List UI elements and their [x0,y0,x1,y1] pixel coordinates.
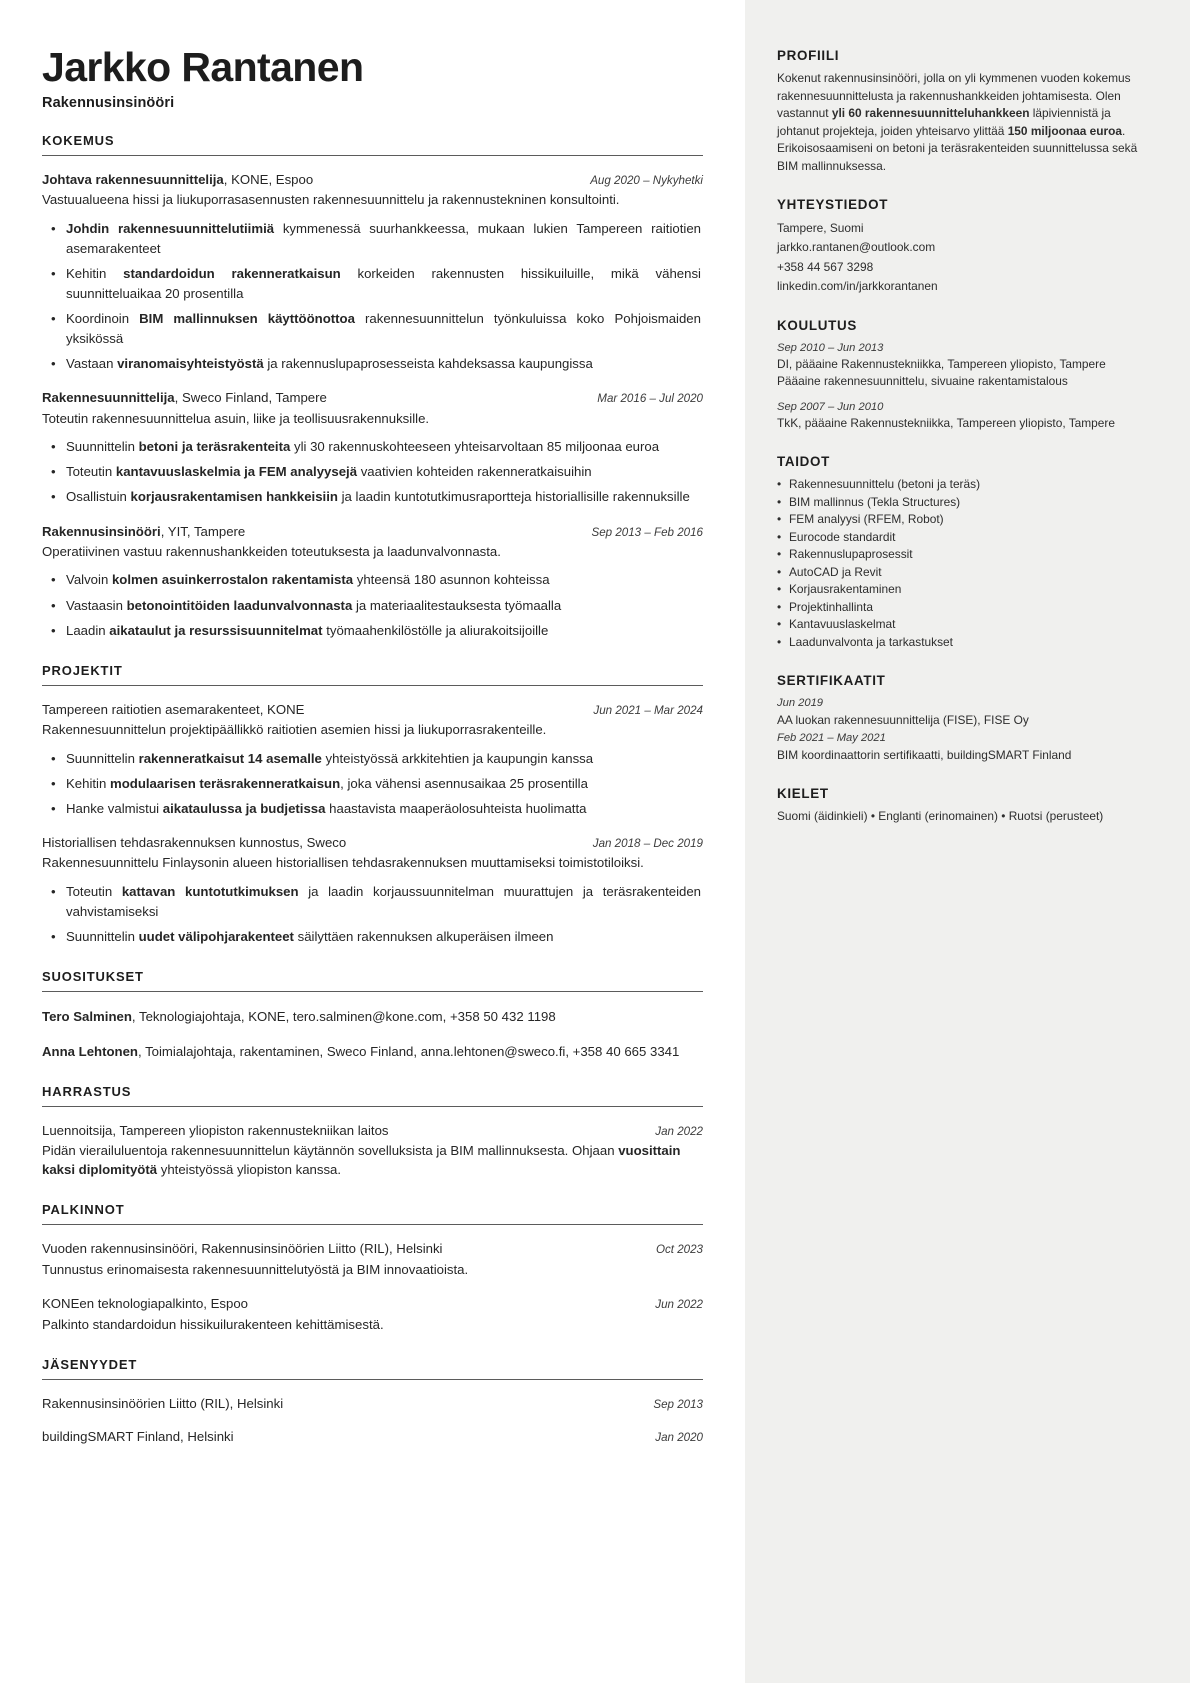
contact-linkedin[interactable]: linkedin.com/in/jarkkorantanen [777,278,938,293]
membership-entry [42,1394,703,1413]
skill-item: • Projektinhallinta [777,599,1152,617]
certificate-items [777,695,1152,763]
award-entry-desc: Palkinto standardoidun hissikuilurakenteen kehittämisestä. [42,1317,384,1333]
contact-email[interactable]: jarkko.rantanen@outlook.com [777,240,936,255]
experience-entry-role: Rakennesuunnittelija, Sweco Finland, Tampere [42,390,327,406]
section-title-hobby: HARRASTUS [42,1084,703,1107]
education-item [777,399,1152,432]
section-title-projects: PROJEKTIT [42,663,703,686]
experience-bullet: • Toteutin kantavuuslaskelmia ja FEM analyysejä vaativien kohteiden rakenneratkaisuihin [42,462,703,482]
award-entry [42,1294,703,1335]
section-projects [42,663,703,947]
experience-bullet: • Vastaasin betonointitöiden laadunvalvonnasta ja materiaalitestauksesta työmaalla [42,596,703,616]
section-title-references: SUOSITUKSET [42,969,703,992]
section-experience [42,133,703,641]
award-entry-title: KONEen teknologiapalkinto, Espoo [42,1296,249,1312]
sidebar-section-certificates [777,673,1152,763]
sidebar-title-contact: YHTEYSTIEDOT [777,197,889,212]
membership-entries [42,1394,703,1446]
project-bullet-list [42,749,703,819]
experience-entry [42,522,703,641]
project-entry [42,833,703,947]
project-bullet: • Toteutin kattavan kuntotutkimuksen ja laadin korjaussuunnitelman muurattujen ja teräsrakenteiden vahvistamiseksi [42,882,703,922]
contact-phone[interactable]: +358 44 567 3298 [777,259,874,274]
sidebar-section-education [777,318,1152,432]
skill-item: • AutoCAD ja Revit [777,564,1152,582]
experience-entry-date: Sep 2013 – Feb 2016 [591,525,703,539]
experience-entry-role: Rakennusinsinööri, YIT, Tampere [42,523,246,539]
reference-item: Anna Lehtonen, Toimialajohtaja, rakentaminen, Sweco Finland, anna.lehtonen@sweco.fi, +358 40 665 3341 [42,1043,680,1059]
experience-bullet-list [42,570,703,640]
experience-bullet-list [42,219,703,374]
sidebar-title-profile: PROFIILI [777,48,840,63]
project-bullet: • Hanke valmistui aikataulussa ja budjetissa haastavista maaperäolosuhteista huolimatta [42,799,703,819]
experience-bullet: • Kehitin standardoidun rakenneratkaisun korkeiden rakennusten hissikuiluille, mikä vähensi suunnitteluaikaa 20 prosentilla [42,264,703,304]
profile-text: Kokenut rakennusinsinööri, jolla on yli kymmenen vuoden kokemus rakennesuunnittelusta ja rakennushankkeiden johtamisesta. Olen vastannut yli 60 rakennesuunnitteluhankkeen läpiviennistä ja johtanut projekteja, joiden yhteisarvo ylittää 150 miljoonaa euroa. Erikoisosaamiseni on betoni ja teräsrakenteiden suunnittelussa sekä BIM mallinnuksessa. [777,71,1138,173]
certificate-item [777,730,1152,763]
experience-entry-head [42,388,703,407]
experience-entry-role: Johtava rakennesuunnittelija, KONE, Espoo [42,172,314,188]
experience-bullet: • Osallistuin korjausrakentamisen hankkeisiin ja laadin kuntotutkimusraportteja historiallisille rakennuksille [42,487,703,507]
experience-entry-head [42,170,703,189]
education-date: Sep 2010 – Jun 2013 [777,342,884,355]
experience-entry-summary: Toteutin rakennesuunnittelua asuin, liike ja teollisuusrakennuksille. [42,410,430,426]
education-extra: Pääaine rakennesuunnittelu, sivuaine rakentamistalous [777,374,1068,389]
skill-item: • Rakennesuunnittelu (betoni ja teräs) [777,476,1152,494]
experience-bullet: • Laadin aikataulut ja resurssisuunnitelmat työmaahenkilöstölle ja aliurakoitsijoille [42,621,703,641]
membership-entry-date: Jan 2020 [655,1431,703,1445]
project-entry-role: Historiallisen tehdasrakennuksen kunnostus, Sweco [42,834,347,850]
experience-bullet: • Koordinoin BIM mallinnuksen käyttöönottoa rakennesuunnittelun työnkuluissa koko Pohjoismaiden yksikössä [42,309,703,349]
skill-item: • Korjausrakentaminen [777,581,1152,599]
project-bullet: • Kehitin modulaarisen teräsrakenneratkaisun, joka vähensi asennusaikaa 25 prosentilla [42,774,703,794]
award-entries [42,1239,703,1335]
skill-item: • Eurocode standardit [777,529,1152,547]
award-entry-date: Oct 2023 [655,1243,703,1257]
sidebar-section-contact [777,197,1152,296]
hobby-entry-head [42,1121,703,1140]
certificate-name: BIM koordinaattorin sertifikaatti, buildingSMART Finland [777,747,1072,762]
reference-item: Tero Salminen, Teknologiajohtaja, KONE, tero.salminen@kone.com, +358 50 432 1198 [42,1008,556,1024]
section-awards [42,1202,703,1335]
sidebar-section-profile [777,48,1152,175]
education-item [777,340,1152,390]
award-entry [42,1239,703,1280]
award-entry-title: Vuoden rakennusinsinööri, Rakennusinsinöörien Liitto (RIL), Helsinki [42,1241,443,1257]
experience-entry-head [42,522,703,541]
membership-entry-title: buildingSMART Finland, Helsinki [42,1429,234,1445]
sidebar-title-skills: TAIDOT [777,454,831,470]
hobby-entry-title: Luennoitsija, Tampereen yliopiston rakennustekniikan laitos [42,1122,389,1138]
sidebar-title-languages: KIELET [777,785,829,801]
section-title-memberships: JÄSENYYDET [42,1357,703,1380]
sidebar-section-languages [777,786,1152,826]
skill-list [777,476,1152,651]
experience-bullet: • Johdin rakennesuunnittelutiimiä kymmenessä suurhankkeessa, mukaan lukien Tampereen raitiotien asemarakenteet [42,219,703,259]
section-memberships [42,1357,703,1446]
skill-item: • Rakennuslupaprosessit [777,546,1152,564]
education-degree: DI, pääaine Rakennustekniikka, Tampereen yliopisto, Tampere [777,357,1106,372]
membership-entry [42,1427,703,1446]
experience-bullet: • Valvoin kolmen asuinkerrostalon rakentamista yhteensä 180 asunnon kohteissa [42,570,703,590]
experience-bullet: • Suunnittelin betoni ja teräsrakenteita yli 30 rakennuskohteeseen yhteisarvoltaan 85 miljoonaa euroa [42,437,703,457]
experience-entry [42,388,703,507]
project-entry-date: Jan 2018 – Dec 2019 [592,836,703,850]
experience-entry-date: Aug 2020 – Nykyhetki [590,174,703,188]
sidebar-title-education: KOULUTUS [777,318,857,334]
section-references [42,969,703,1062]
section-hobby [42,1084,703,1181]
certificate-date: Feb 2021 – May 2021 [777,732,886,745]
membership-entry-title: Rakennusinsinöörien Liitto (RIL), Helsinki [42,1396,284,1412]
experience-entry [42,170,703,374]
experience-entry-summary: Operatiivinen vastuu rakennushankkeiden toteutuksesta ja laadunvalvonnasta. [42,543,501,559]
award-entry-date: Jun 2022 [655,1298,703,1312]
sidebar-column [745,0,1190,1683]
candidate-name: Jarkko Rantanen [42,44,364,90]
project-entry-summary: Rakennesuunnittelu Finlaysonin alueen historiallisen tehdasrakennuksen muuttamiseksi toimistotiloiksi. [42,854,644,870]
project-entry-head [42,700,703,719]
award-entry-desc: Tunnustus erinomaisesta rakennesuunnittelutyöstä ja BIM innovaatioista. [42,1262,469,1278]
hobby-entry-date: Jan 2022 [655,1124,703,1138]
skill-item: • BIM mallinnus (Tekla Structures) [777,494,1152,512]
project-bullet-list [42,882,703,947]
project-entries [42,700,703,947]
section-title-experience: KOKEMUS [42,133,703,156]
hobby-entry-desc: Pidän vierailuluentoja rakennesuunnittelun käytännön sovelluksista ja BIM mallinnuksesta. Ohjaan vuosittain kaksi diplomityötä yhteistyössä yliopiston kanssa. [42,1142,681,1178]
sidebar-title-certificates: SERTIFIKAATIT [777,673,886,689]
education-degree: TkK, pääaine Rakennustekniikka, Tampereen yliopisto, Tampere [777,416,1115,431]
membership-entry-head [42,1394,703,1413]
hobby-entry [42,1121,703,1181]
skill-item: • FEM analyysi (RFEM, Robot) [777,511,1152,529]
certificate-date: Jun 2019 [777,697,824,710]
education-date: Sep 2007 – Jun 2010 [777,401,884,414]
project-bullet: • Suunnittelin uudet välipohjarakenteet säilyttäen rakennuksen alkuperäisen ilmeen [42,927,703,947]
languages-text: Suomi (äidinkieli) • Englanti (erinomainen) • Ruotsi (perusteet) [777,808,1104,823]
candidate-job-title: Rakennusinsinööri [42,95,175,112]
experience-entry-summary: Vastuualueena hissi ja liukuporrasasennusten rakennesuunnittelu ja rakennustekninen konsultointi. [42,192,620,208]
experience-bullet: • Vastaan viranomaisyhteistyöstä ja rakennuslupaprosesseista kahdeksassa kaupungissa [42,354,703,374]
certificate-name: AA luokan rakennesuunnittelija (FISE), FISE Oy [777,712,1029,727]
certificate-item [777,695,1152,728]
project-entry-date: Jun 2021 – Mar 2024 [593,703,703,717]
award-entry-head [42,1294,703,1313]
experience-entry-date: Mar 2016 – Jul 2020 [597,392,703,406]
experience-entries [42,170,703,641]
project-bullet: • Suunnittelin rakenneratkaisut 14 asemalle yhteistyössä arkkitehtien ja kaupungin kanssa [42,749,703,769]
section-title-awards: PALKINNOT [42,1202,703,1225]
skill-item: • Laadunvalvonta ja tarkastukset [777,634,1152,652]
education-items [777,340,1152,432]
skill-item: • Kantavuuslaskelmat [777,616,1152,634]
membership-entry-head [42,1427,703,1446]
project-entry-head [42,833,703,852]
project-entry-role: Tampereen raitiotien asemarakenteet, KONE [42,701,305,717]
experience-bullet-list [42,437,703,507]
project-entry [42,700,703,819]
award-entry-head [42,1239,703,1258]
membership-entry-date: Sep 2013 [653,1398,703,1412]
reference-entries [42,1007,703,1062]
hobby-entries [42,1121,703,1181]
project-entry-summary: Rakennesuunnittelun projektipäällikkö raitiotien asemien hissi ja liukuporrasrakenteille. [42,721,547,737]
sidebar-section-skills [777,454,1152,651]
contact-location: Tampere, Suomi [777,221,864,235]
